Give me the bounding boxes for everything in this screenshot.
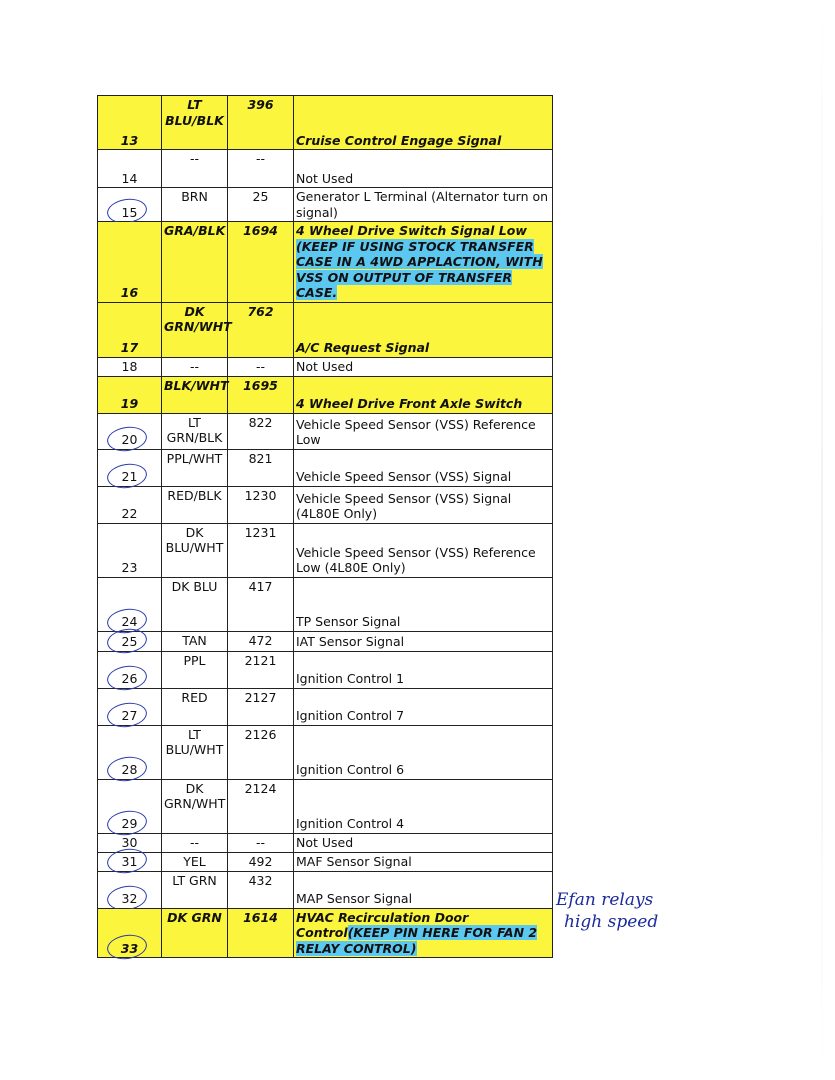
wire-color-cell: LT GRN (162, 871, 228, 908)
function-cell (294, 852, 553, 871)
pinout-table-body (98, 96, 553, 958)
pin-number: 17 (120, 340, 139, 355)
pin-number-cell (98, 779, 162, 833)
wire-color-cell: PPL/WHT (162, 449, 228, 486)
pin-number: 15 (121, 204, 138, 220)
function-cell (294, 222, 553, 303)
wire-color-cell: BLK/WHT (162, 376, 228, 413)
function-cell (294, 908, 553, 958)
table-row (98, 908, 553, 958)
function-text: MAP Sensor Signal (296, 891, 413, 906)
pin-number-cell (98, 725, 162, 779)
wire-color-cell: DK BLU/WHT (162, 523, 228, 577)
circuit-number-cell: 2121 (228, 651, 294, 688)
table-row (98, 222, 553, 303)
table-row (98, 577, 553, 631)
function-text: Ignition Control 4 (296, 816, 405, 831)
table-row (98, 523, 553, 577)
function-cell (294, 96, 553, 150)
wire-color-cell: RED (162, 688, 228, 725)
pin-number: 31 (121, 854, 138, 869)
pin-number: 14 (121, 170, 138, 186)
circuit-number-cell: 1230 (228, 486, 294, 523)
scan-edge (821, 0, 823, 1080)
table-row (98, 302, 553, 357)
pin-number: 26 (121, 671, 138, 686)
function-text: TP Sensor Signal (296, 614, 401, 629)
pin-number: 29 (121, 816, 138, 831)
table-row (98, 871, 553, 908)
circuit-number-cell: 1614 (228, 908, 294, 958)
table-row (98, 688, 553, 725)
table-row (98, 852, 553, 871)
table-row (98, 357, 553, 376)
pin-number-cell (98, 357, 162, 376)
function-cell (294, 523, 553, 577)
wire-color-cell: DK BLU (162, 577, 228, 631)
circuit-number-cell: 2126 (228, 725, 294, 779)
function-text: MAF Sensor Signal (296, 854, 412, 869)
table-row (98, 833, 553, 852)
pin-number-cell (98, 908, 162, 958)
table-row (98, 631, 553, 651)
function-text: Not Used (296, 170, 354, 186)
wire-color-cell: LT GRN/BLK (162, 413, 228, 449)
pin-number: 13 (120, 132, 139, 148)
function-text: Ignition Control 7 (296, 708, 405, 723)
pin-number-cell (98, 150, 162, 188)
table-row (98, 779, 553, 833)
pin-number-cell (98, 631, 162, 651)
pin-number-cell (98, 302, 162, 357)
pin-number-cell (98, 833, 162, 852)
pin-number: 25 (121, 634, 138, 649)
function-cell (294, 150, 553, 188)
pin-number: 23 (121, 560, 138, 575)
circuit-number-cell: 821 (228, 449, 294, 486)
wire-color-cell: LT BLU/WHT (162, 725, 228, 779)
wire-color-cell: DK GRN (162, 908, 228, 958)
circuit-number-cell: 762 (228, 302, 294, 357)
pin-number: 28 (121, 762, 138, 777)
pin-number: 33 (120, 940, 139, 956)
circuit-number-cell: -- (228, 357, 294, 376)
function-text: Not Used (296, 835, 354, 850)
table-row (98, 376, 553, 413)
function-text: Vehicle Speed Sensor (VSS) Signal (296, 469, 512, 484)
pin-number-cell (98, 523, 162, 577)
function-cell (294, 871, 553, 908)
wire-color-cell: DK GRN/WHT (162, 302, 228, 357)
circuit-number-cell: 25 (228, 188, 294, 222)
pin-number-cell (98, 577, 162, 631)
pinout-table (97, 95, 553, 958)
pin-number: 21 (121, 469, 138, 484)
pin-number-cell (98, 449, 162, 486)
function-text: Generator L Terminal (Alternator turn on signal) (296, 189, 549, 220)
function-cell (294, 833, 553, 852)
function-text: HVAC Recirculation Door Control (296, 909, 469, 940)
pin-number-cell (98, 871, 162, 908)
handwritten-note (556, 889, 686, 933)
table-row (98, 725, 553, 779)
wire-color-cell: -- (162, 357, 228, 376)
function-cell (294, 779, 553, 833)
highlighted-note: (KEEP PIN HERE FOR FAN 2 RELAY CONTROL) (296, 925, 538, 956)
pin-number-cell (98, 96, 162, 150)
pin-number: 20 (121, 432, 138, 447)
pin-number-cell (98, 688, 162, 725)
function-cell (294, 651, 553, 688)
circuit-number-cell: -- (228, 833, 294, 852)
pin-number: 24 (121, 614, 138, 629)
function-cell (294, 449, 553, 486)
circuit-number-cell: 396 (228, 96, 294, 150)
wire-color-cell: -- (162, 150, 228, 188)
circuit-number-cell: 2127 (228, 688, 294, 725)
pin-number: 18 (121, 359, 138, 374)
function-text: IAT Sensor Signal (296, 634, 405, 649)
function-cell (294, 486, 553, 523)
handwritten-note-line-2: high speed (564, 912, 659, 932)
circuit-number-cell: 1694 (228, 222, 294, 303)
function-text: Vehicle Speed Sensor (VSS) Reference Low (4L80E Only) (296, 544, 536, 575)
wire-color-cell: LT BLU/BLK (162, 96, 228, 150)
circuit-number-cell: 492 (228, 852, 294, 871)
table-row (98, 150, 553, 188)
wire-color-cell: RED/BLK (162, 486, 228, 523)
function-cell (294, 413, 553, 449)
function-text: Cruise Control Engage Signal (296, 132, 502, 148)
table-row (98, 449, 553, 486)
circuit-number-cell: 432 (228, 871, 294, 908)
wire-color-cell: -- (162, 833, 228, 852)
circuit-number-cell: 417 (228, 577, 294, 631)
circuit-number-cell: 822 (228, 413, 294, 449)
function-cell (294, 688, 553, 725)
wire-color-cell: BRN (162, 188, 228, 222)
table-row (98, 188, 553, 222)
function-text: Ignition Control 1 (296, 671, 405, 686)
pin-number-cell (98, 651, 162, 688)
circuit-number-cell: 1231 (228, 523, 294, 577)
function-cell (294, 357, 553, 376)
pin-number: 27 (121, 708, 138, 723)
function-text: Ignition Control 6 (296, 762, 405, 777)
pin-number-cell (98, 376, 162, 413)
wire-color-cell: PPL (162, 651, 228, 688)
function-text: 4 Wheel Drive Front Axle Switch (296, 396, 523, 411)
pin-number: 19 (120, 396, 139, 411)
function-text: Vehicle Speed Sensor (VSS) Signal (4L80E Only) (296, 490, 512, 521)
pin-number-cell (98, 486, 162, 523)
function-text: 4 Wheel Drive Switch Signal Low (296, 223, 527, 238)
wire-color-cell: GRA/BLK (162, 222, 228, 303)
table-row (98, 651, 553, 688)
table-row (98, 96, 553, 150)
function-cell (294, 631, 553, 651)
function-cell (294, 577, 553, 631)
circuit-number-cell: 1695 (228, 376, 294, 413)
pin-number-cell (98, 188, 162, 222)
function-text: A/C Request Signal (296, 340, 430, 355)
pin-number-cell (98, 852, 162, 871)
function-text: Not Used (296, 359, 354, 374)
pin-number-cell (98, 413, 162, 449)
wire-color-cell: YEL (162, 852, 228, 871)
wire-color-cell: TAN (162, 631, 228, 651)
function-text: Vehicle Speed Sensor (VSS) Reference Low (296, 416, 536, 447)
function-cell (294, 188, 553, 222)
pin-number: 32 (121, 891, 138, 906)
highlighted-note: (KEEP IF USING STOCK TRANSFER CASE IN A 4WD APPLACTION, WITH VSS ON OUTPUT OF TRANSFER CASE. (296, 238, 543, 300)
handwritten-note-line-1: Efan relays (556, 890, 654, 910)
pin-number: 16 (120, 285, 139, 300)
pin-number: 22 (121, 506, 138, 521)
pin-number: 30 (121, 835, 138, 850)
function-cell (294, 725, 553, 779)
function-cell (294, 302, 553, 357)
wire-color-cell: DK GRN/WHT (162, 779, 228, 833)
circuit-number-cell: 2124 (228, 779, 294, 833)
pin-number-cell (98, 222, 162, 303)
table-row (98, 413, 553, 449)
function-cell (294, 376, 553, 413)
table-row (98, 486, 553, 523)
circuit-number-cell: 472 (228, 631, 294, 651)
circuit-number-cell: -- (228, 150, 294, 188)
